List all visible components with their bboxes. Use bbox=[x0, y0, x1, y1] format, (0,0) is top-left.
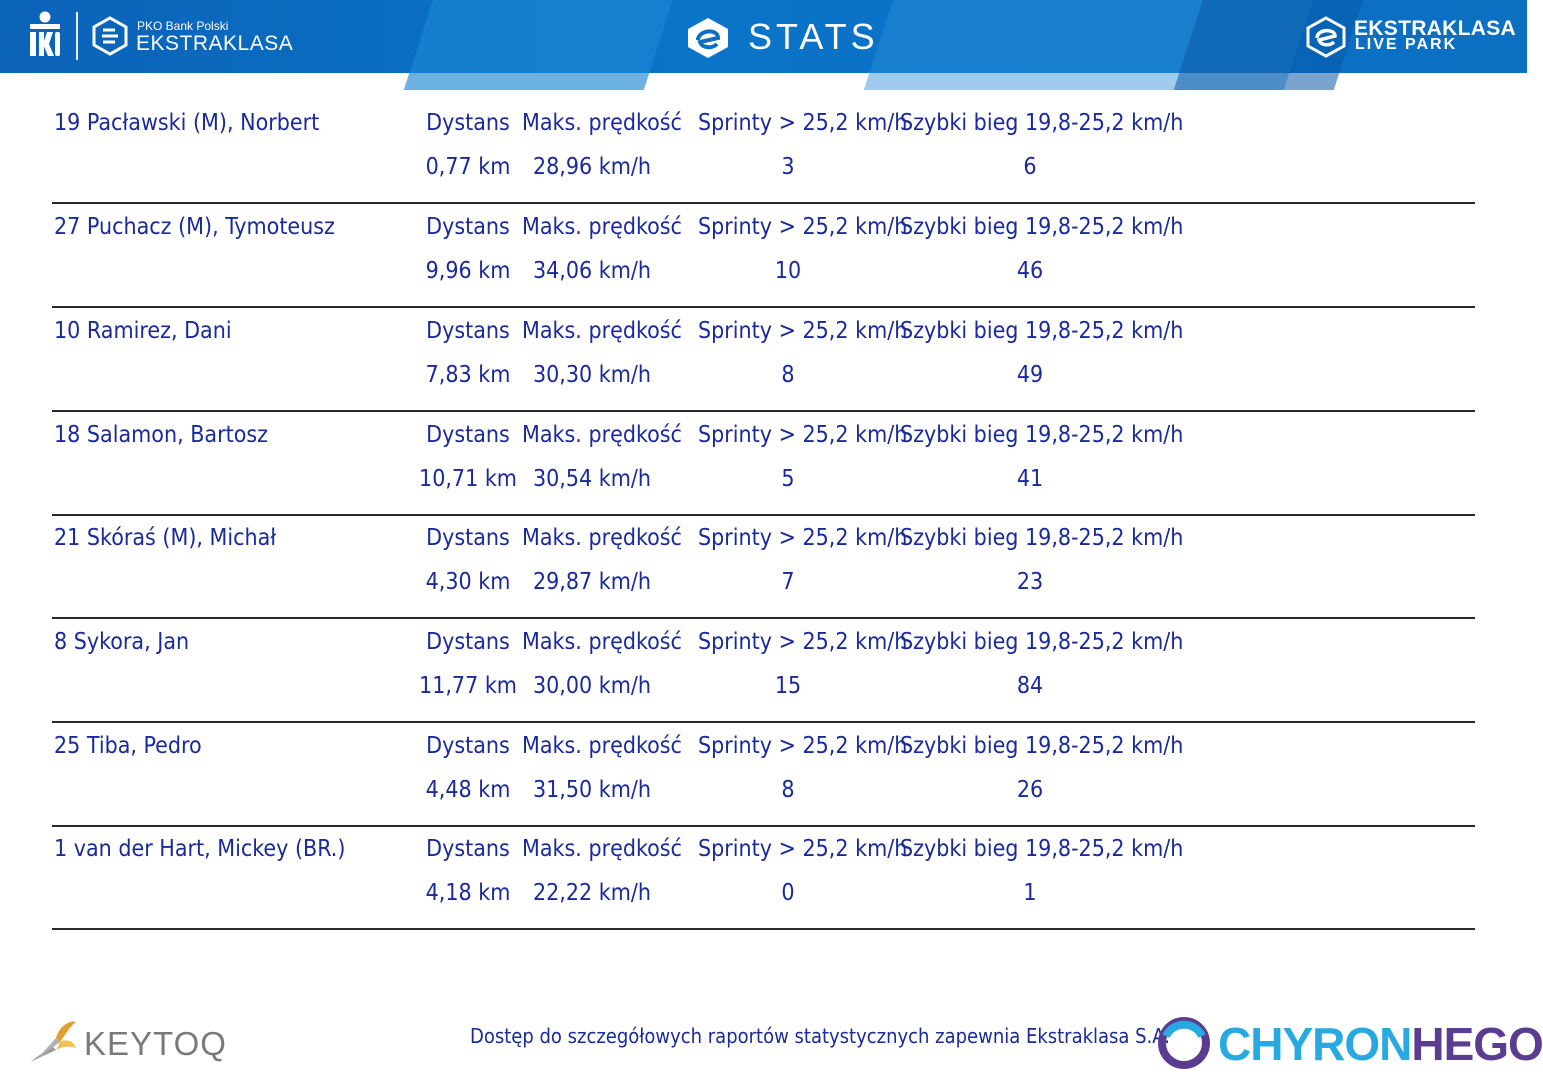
distance-value: 4,48 km bbox=[425, 777, 511, 803]
distance-value: 11,77 km bbox=[419, 673, 517, 699]
player-name: 18 Salamon, Bartosz bbox=[54, 422, 268, 448]
player-row bbox=[52, 410, 1475, 516]
header-stripe bbox=[404, 0, 676, 90]
max-speed-value: 30,00 km/h bbox=[532, 673, 652, 699]
sprints-label: Sprinty > 25,2 km/h bbox=[698, 318, 908, 344]
distance-value: 10,71 km bbox=[419, 466, 517, 492]
fast-run-value: 84 bbox=[1016, 673, 1044, 699]
max-speed-label: Maks. prędkość bbox=[522, 110, 682, 136]
pko-bank-logo-icon bbox=[26, 10, 64, 60]
fast-run-value: 23 bbox=[1016, 569, 1044, 595]
chyronhego-logo-text bbox=[1218, 1017, 1543, 1071]
player-row bbox=[52, 98, 1475, 204]
fast-run-label: Szybki bieg 19,8-25,2 km/h bbox=[900, 836, 1184, 862]
fast-run-label: Szybki bieg 19,8-25,2 km/h bbox=[900, 733, 1184, 759]
max-speed-value: 30,54 km/h bbox=[532, 466, 652, 492]
max-speed-label: Maks. prędkość bbox=[522, 214, 682, 240]
chyronhego-logo-icon bbox=[1156, 1016, 1212, 1070]
distance-value: 9,96 km bbox=[425, 258, 511, 284]
sprints-label: Sprinty > 25,2 km/h bbox=[698, 214, 908, 240]
footer-note: Dostęp do szczegółowych raportów statystycznych zapewnia Ekstraklasa S.A. bbox=[470, 1024, 1170, 1048]
distance-label: Dystans bbox=[426, 422, 510, 448]
fast-run-value: 1 bbox=[1023, 880, 1037, 906]
distance-label: Dystans bbox=[426, 733, 510, 759]
player-row bbox=[52, 513, 1475, 619]
distance-label: Dystans bbox=[426, 110, 510, 136]
sprints-label: Sprinty > 25,2 km/h bbox=[698, 629, 908, 655]
sprints-value: 7 bbox=[781, 569, 795, 595]
player-name: 25 Tiba, Pedro bbox=[54, 733, 202, 759]
distance-value: 4,30 km bbox=[425, 569, 511, 595]
max-speed-value: 29,87 km/h bbox=[532, 569, 652, 595]
max-speed-label: Maks. prędkość bbox=[522, 629, 682, 655]
fast-run-label: Szybki bieg 19,8-25,2 km/h bbox=[900, 422, 1184, 448]
distance-label: Dystans bbox=[426, 629, 510, 655]
fast-run-value: 26 bbox=[1016, 777, 1044, 803]
player-name: 21 Skóraś (M), Michał bbox=[54, 525, 277, 551]
fast-run-value: 46 bbox=[1016, 258, 1044, 284]
stats-logo-icon bbox=[684, 16, 732, 60]
keytoq-logo-text: KEYTOQ bbox=[84, 1025, 227, 1062]
max-speed-value: 28,96 km/h bbox=[532, 154, 652, 180]
sprints-value: 8 bbox=[781, 777, 795, 803]
player-row bbox=[52, 306, 1475, 412]
player-row bbox=[52, 824, 1475, 930]
live-park-title: EKSTRAKLASA bbox=[1354, 17, 1516, 40]
keytoq-logo-icon bbox=[26, 1016, 80, 1068]
player-row bbox=[52, 721, 1475, 827]
page-title: STATS bbox=[748, 16, 879, 57]
sprints-value: 15 bbox=[774, 673, 802, 699]
distance-label: Dystans bbox=[426, 525, 510, 551]
max-speed-label: Maks. prędkość bbox=[522, 733, 682, 759]
fast-run-label: Szybki bieg 19,8-25,2 km/h bbox=[900, 525, 1184, 551]
distance-value: 7,83 km bbox=[425, 362, 511, 388]
fast-run-label: Szybki bieg 19,8-25,2 km/h bbox=[900, 110, 1184, 136]
fast-run-value: 6 bbox=[1023, 154, 1037, 180]
max-speed-value: 22,22 km/h bbox=[532, 880, 652, 906]
sprints-value: 3 bbox=[781, 154, 795, 180]
distance-value: 4,18 km bbox=[425, 880, 511, 906]
chyron-text-part: CHYRON bbox=[1218, 1018, 1412, 1070]
fast-run-label: Szybki bieg 19,8-25,2 km/h bbox=[900, 214, 1184, 240]
player-row bbox=[52, 617, 1475, 723]
hego-text-part: HEGO bbox=[1411, 1018, 1543, 1070]
live-park-logo-icon bbox=[1304, 16, 1348, 58]
distance-value: 0,77 km bbox=[425, 154, 511, 180]
sprints-label: Sprinty > 25,2 km/h bbox=[698, 733, 908, 759]
player-row bbox=[52, 202, 1475, 308]
fast-run-label: Szybki bieg 19,8-25,2 km/h bbox=[900, 629, 1184, 655]
brand-small-text: PKO Bank Polski bbox=[137, 19, 229, 33]
ekstraklasa-logo-icon bbox=[90, 16, 130, 56]
max-speed-label: Maks. prędkość bbox=[522, 836, 682, 862]
sprints-label: Sprinty > 25,2 km/h bbox=[698, 422, 908, 448]
sprints-value: 10 bbox=[774, 258, 802, 284]
max-speed-label: Maks. prędkość bbox=[522, 525, 682, 551]
player-name: 19 Pacławski (M), Norbert bbox=[54, 110, 320, 136]
fast-run-value: 49 bbox=[1016, 362, 1044, 388]
sprints-label: Sprinty > 25,2 km/h bbox=[698, 525, 908, 551]
live-park-subtitle: LIVE PARK bbox=[1355, 36, 1458, 53]
max-speed-label: Maks. prędkość bbox=[522, 318, 682, 344]
player-name: 27 Puchacz (M), Tymoteusz bbox=[54, 214, 335, 240]
max-speed-value: 31,50 km/h bbox=[532, 777, 652, 803]
fast-run-value: 41 bbox=[1016, 466, 1044, 492]
distance-label: Dystans bbox=[426, 214, 510, 240]
header-divider bbox=[76, 12, 78, 60]
header-bar bbox=[0, 0, 1527, 73]
sprints-label: Sprinty > 25,2 km/h bbox=[698, 110, 908, 136]
player-name: 1 van der Hart, Mickey (BR.) bbox=[54, 836, 346, 862]
max-speed-value: 30,30 km/h bbox=[532, 362, 652, 388]
sprints-value: 0 bbox=[781, 880, 795, 906]
distance-label: Dystans bbox=[426, 318, 510, 344]
sprints-value: 8 bbox=[781, 362, 795, 388]
max-speed-value: 34,06 km/h bbox=[532, 258, 652, 284]
distance-label: Dystans bbox=[426, 836, 510, 862]
sprints-value: 5 bbox=[781, 466, 795, 492]
max-speed-label: Maks. prędkość bbox=[522, 422, 682, 448]
player-name: 10 Ramirez, Dani bbox=[54, 318, 232, 344]
sprints-label: Sprinty > 25,2 km/h bbox=[698, 836, 908, 862]
player-name: 8 Sykora, Jan bbox=[54, 629, 190, 655]
brand-big-text: EKSTRAKLASA bbox=[136, 32, 294, 55]
fast-run-label: Szybki bieg 19,8-25,2 km/h bbox=[900, 318, 1184, 344]
